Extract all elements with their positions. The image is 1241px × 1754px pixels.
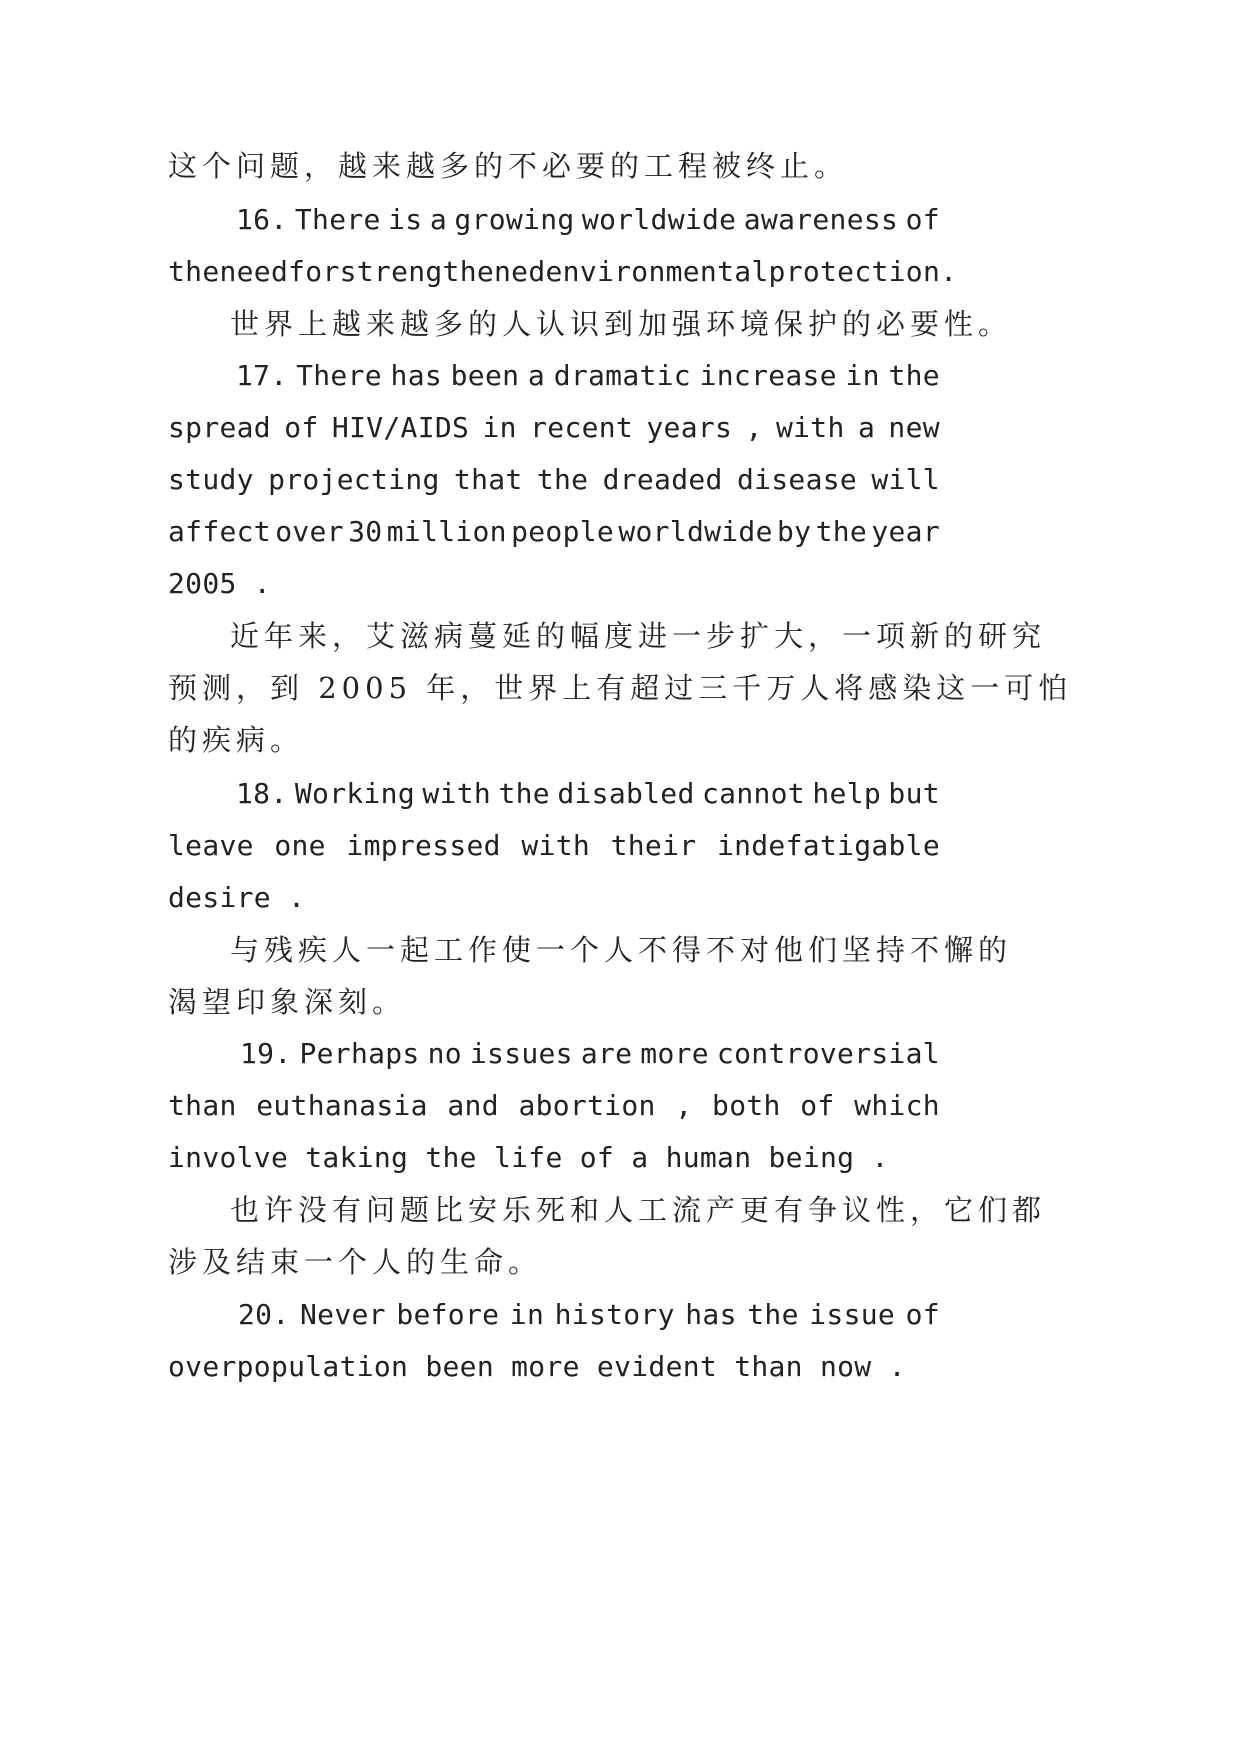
word: dreaded bbox=[602, 463, 723, 496]
word: of bbox=[905, 203, 940, 236]
word: awareness bbox=[743, 203, 899, 236]
word: are bbox=[580, 1037, 633, 1070]
item-18-en-line-1 bbox=[236, 777, 940, 810]
word: There bbox=[294, 203, 381, 236]
word: years bbox=[646, 411, 733, 444]
word: the bbox=[815, 515, 868, 548]
item-17-en-line-4 bbox=[168, 515, 940, 548]
word: 17. bbox=[236, 359, 288, 392]
word: a bbox=[527, 359, 546, 392]
word: by bbox=[777, 515, 812, 548]
word: 19. bbox=[240, 1037, 292, 1070]
word: with bbox=[521, 829, 591, 862]
word: affect bbox=[168, 515, 271, 548]
item-19-zh-line-1: 也许没有问题比安乐死和人工流产更有争议性，它们都 bbox=[230, 1193, 1047, 1227]
word: growing bbox=[454, 203, 575, 236]
word: worldwide bbox=[618, 515, 773, 548]
word: the bbox=[536, 463, 589, 496]
word: the bbox=[498, 777, 550, 810]
word: projecting bbox=[268, 463, 440, 496]
item-17-en-line-5: 2005 . bbox=[168, 567, 271, 600]
word: issue bbox=[809, 1298, 896, 1331]
word: study bbox=[168, 463, 254, 496]
word: has bbox=[685, 1298, 737, 1331]
word: has bbox=[390, 359, 443, 392]
word: Never bbox=[300, 1298, 386, 1331]
item-17-en-line-3 bbox=[168, 463, 940, 496]
word: of bbox=[284, 411, 319, 444]
word: abortion bbox=[518, 1089, 656, 1122]
word: of bbox=[800, 1089, 835, 1122]
word: 16. bbox=[236, 203, 288, 236]
word: both bbox=[712, 1089, 781, 1122]
word: environmental bbox=[545, 255, 769, 288]
word: in bbox=[482, 411, 517, 444]
item-20-en-line-1 bbox=[238, 1298, 940, 1331]
word: over bbox=[275, 515, 344, 548]
paragraph-15-zh-tail: 这个问题，越来越多的不必要的工程被终止。 bbox=[168, 149, 849, 183]
item-19-en-line-3: involve taking the life of a human being . bbox=[168, 1141, 889, 1174]
word: more bbox=[640, 1037, 709, 1070]
word: no bbox=[427, 1037, 462, 1070]
word: new bbox=[888, 411, 940, 444]
word: for bbox=[288, 255, 340, 288]
word: . bbox=[940, 255, 958, 288]
word: cannot bbox=[702, 777, 805, 810]
word: disease bbox=[736, 463, 858, 496]
item-16-en-line-2 bbox=[168, 255, 958, 288]
word: 20. bbox=[238, 1298, 290, 1331]
item-17-en-line-1 bbox=[236, 359, 940, 392]
word: indefatigable bbox=[716, 829, 940, 862]
word: than bbox=[168, 1089, 237, 1122]
word: worldwide bbox=[581, 203, 737, 236]
item-17-zh-line-2: 预测，到 2005 年，世界上有超过三千万人将感染这一可怕 bbox=[168, 671, 1073, 705]
word: help bbox=[812, 777, 882, 810]
word: 30 bbox=[348, 515, 383, 548]
word: recent bbox=[530, 411, 634, 444]
word: but bbox=[888, 777, 940, 810]
item-16-en-line-1 bbox=[236, 203, 940, 236]
word: disabled bbox=[557, 777, 695, 810]
word: one bbox=[274, 829, 326, 862]
word: dramatic bbox=[553, 359, 691, 392]
word: which bbox=[854, 1089, 940, 1122]
item-20-en-line-2: overpopulation been more evident than now . bbox=[168, 1350, 906, 1383]
word: There bbox=[296, 359, 382, 392]
word: of bbox=[905, 1298, 940, 1331]
item-17-zh-line-3: 的疾病。 bbox=[168, 723, 305, 757]
word: 18. bbox=[236, 777, 288, 810]
word: , bbox=[745, 411, 763, 444]
item-17-en-line-2 bbox=[168, 411, 940, 444]
item-19-en-line-1 bbox=[240, 1037, 940, 1070]
word: protection bbox=[768, 255, 941, 288]
word: spread bbox=[168, 411, 271, 444]
word: been bbox=[450, 359, 520, 392]
word: their bbox=[610, 829, 697, 862]
word: year bbox=[871, 515, 940, 548]
word: before bbox=[396, 1298, 500, 1331]
word: issues bbox=[469, 1037, 573, 1070]
word: , bbox=[675, 1089, 693, 1122]
word: the bbox=[747, 1298, 799, 1331]
word: controversial bbox=[716, 1037, 940, 1070]
item-18-zh-line-1: 与残疾人一起工作使一个人不得不对他们坚持不懈的 bbox=[230, 933, 1013, 967]
word: Perhaps bbox=[299, 1037, 420, 1070]
word: that bbox=[453, 463, 523, 496]
word: a bbox=[429, 203, 447, 236]
word: impressed bbox=[346, 829, 501, 862]
item-18-en-line-3: desire . bbox=[168, 881, 306, 914]
word: increase bbox=[699, 359, 837, 392]
word: million bbox=[386, 515, 507, 548]
word: a bbox=[857, 411, 876, 444]
item-19-en-line-2 bbox=[168, 1089, 940, 1122]
item-18-zh-line-2: 渴望印象深刻。 bbox=[168, 985, 407, 1019]
word: with bbox=[422, 777, 492, 810]
word: Working bbox=[294, 777, 415, 810]
word: history bbox=[554, 1298, 675, 1331]
word: will bbox=[871, 463, 940, 496]
item-18-en-line-2 bbox=[168, 829, 940, 862]
word: is bbox=[388, 203, 423, 236]
word: HIV/AIDS bbox=[331, 411, 470, 444]
word: the bbox=[888, 359, 940, 392]
word: in bbox=[845, 359, 880, 392]
word: and bbox=[447, 1089, 499, 1122]
word: euthanasia bbox=[256, 1089, 428, 1122]
word: the bbox=[168, 255, 220, 288]
item-16-zh-line-1: 世界上越来越多的人认识到加强环境保护的必要性。 bbox=[230, 307, 1013, 341]
word: need bbox=[219, 255, 289, 288]
word: people bbox=[511, 515, 615, 548]
word: with bbox=[775, 411, 845, 444]
word: strengthened bbox=[339, 255, 546, 288]
word: in bbox=[509, 1298, 545, 1331]
word: leave bbox=[168, 829, 254, 862]
item-19-zh-line-2: 涉及结束一个人的生命。 bbox=[168, 1245, 543, 1279]
item-17-zh-line-1: 近年来，艾滋病蔓延的幅度进一步扩大，一项新的研究 bbox=[230, 619, 1047, 653]
